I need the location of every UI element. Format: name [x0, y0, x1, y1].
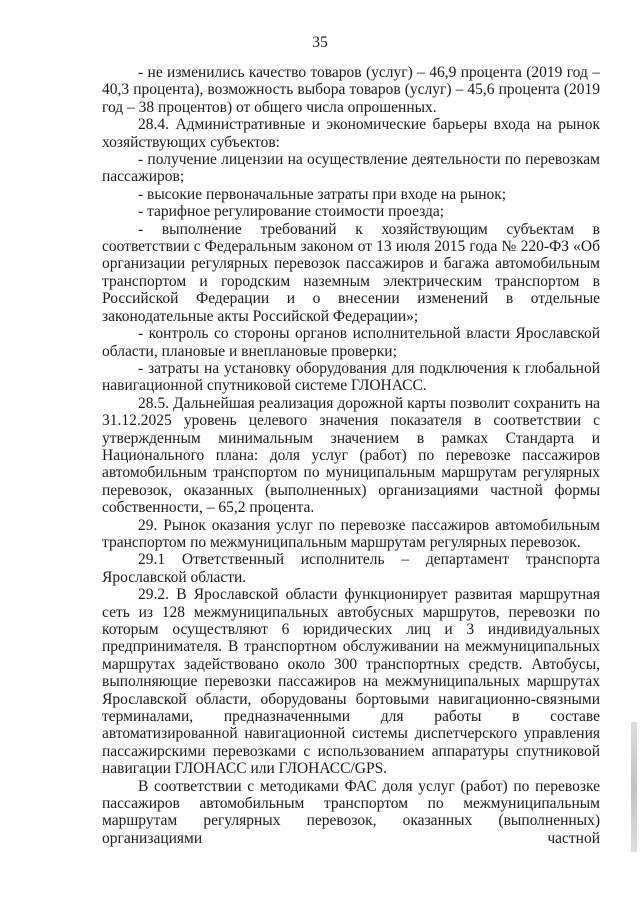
paragraph-13: В соответствии с методиками ФАС доля услуг (работ) по перевозке пассажиров автомобильным транспортом по межмуниципальным маршрутам регулярных перевозок, оказанных (выполненных) организациями частной — [102, 777, 600, 847]
document-body — [102, 64, 600, 847]
scan-edge-mark — [631, 722, 637, 852]
paragraph-3: - получение лицензии на осуществление деятельности по перевозкам пассажиров; — [102, 151, 600, 186]
paragraph-10: 29. Рынок оказания услуг по перевозке пассажиров автомобильным транспортом по межмуниципальным маршрутам регулярных перевозок. — [102, 516, 600, 551]
paragraph-8: - затраты на установку оборудования для подключения к глобальной навигационной спутниковой системе ГЛОНАСС. — [102, 359, 600, 395]
paragraph-12: 29.2. В Ярославской области функционирует развитая маршрутная сеть из 128 межмуниципальных автобусных маршрутов, перевозки по которым осуществляют 6 юридических лиц и 3 индивидуальных предпринимателя. В транспортном обслуживании на межмуниципальных маршрутах задействовано около 300 транспортных средств. Автобусы, выполняющие перевозки пассажиров на межмуниципальных маршрутах Ярославской области, оборудованы бортовыми навигационно-связными терминалами, предназначенными для работы в составе автоматизированной навигационной системы диспетчерского управления пассажирскими перевозками с использованием аппаратуры спутниковой навигации ГЛОНАСС или ГЛОНАСС/GPS. — [102, 586, 600, 778]
paragraph-7: - контроль со стороны органов исполнительной власти Ярославской области, плановые и внеплановые проверки; — [102, 325, 600, 360]
paragraph-9: 28.5. Дальнейшая реализация дорожной карты позволит сохранить на 31.12.2025 уровень целевого значения показателя в соответствии с утвержденным минимальным значением в рамках Стандарта и Национального плана: доля услуг (работ) по перевозке пассажиров автомобильным транспортом по муниципальным маршрутам регулярных перевозок, оказанных (выполненных) организациями частной формы собственности, – 65,2 процента. — [102, 394, 600, 517]
page-number: 35 — [312, 34, 328, 51]
paragraph-1: - не изменились качество товаров (услуг) – 46,9 процента (2019 год – 40,3 процента), возможность выбора товаров (услуг) – 45,6 процента (2019 год – 38 процентов) от общего числа опрошенных. — [102, 64, 600, 116]
paragraph-4: - высокие первоначальные затраты при входе на рынок; — [138, 185, 507, 203]
paragraph-11: 29.1 Ответственный исполнитель – департамент транспорта Ярославской области. — [102, 551, 600, 586]
paragraph-2: 28.4. Административные и экономические барьеры входа на рынок хозяйствующих субъектов: — [102, 116, 600, 151]
paragraph-5: - тарифное регулирование стоимости проезда; — [138, 203, 445, 221]
paragraph-6: - выполнение требований к хозяйствующим субъектам в соответствии с Федеральным законом от 13 июля 2015 года № 220-ФЗ «Об организации регулярных перевозок пассажиров и багажа автомобильным транспортом и городским наземным электрическим транспортом в Российской Федерации и о внесении изменений в отдельные законодательные акты Российской Федерации»; — [102, 220, 600, 325]
